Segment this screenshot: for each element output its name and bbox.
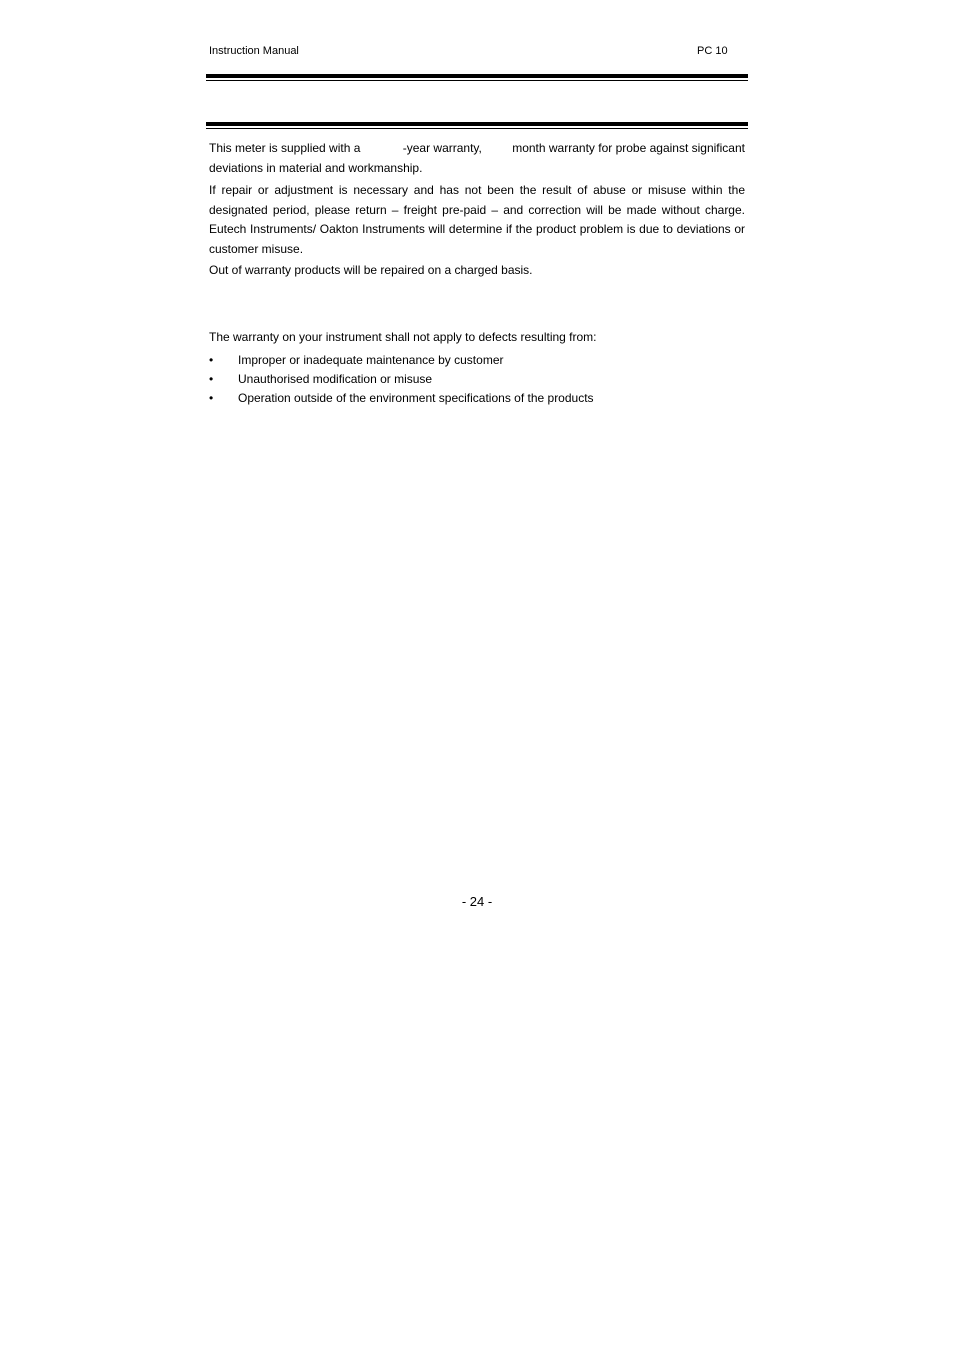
header-model: PC 10 [697,45,728,57]
bullet-icon: • [209,353,214,367]
warranty-intro-line2: deviations in material and workmanship. [209,160,423,175]
warranty-intro-part2: -year warranty, [402,141,482,155]
warranty-intro-part3: month warranty for probe against significant [512,141,745,155]
header-title: Instruction Manual [209,45,299,57]
warranty-intro-line1 [209,139,745,159]
exclusion-item-text: Unauthorised modification or misuse [238,372,433,386]
section-rule-thin [206,128,748,129]
bullet-icon: • [209,391,214,405]
bullet-icon: • [209,372,214,386]
exclusion-item [209,370,432,389]
warranty-intro-part1: This meter is supplied with a [209,141,361,155]
header-rule-thick [206,74,748,78]
exclusion-item [209,389,594,408]
header-rule-thin [206,80,748,81]
exclusion-item-text: Operation outside of the environment specifications of the products [238,391,594,405]
warranty-repair-paragraph: If repair or adjustment is necessary and has not been the result of abuse or misuse within the designated period, please return – freight pre-paid – and correction will be made without charge. Eutech Instruments/ Oakton Instruments will determine if the product problem is due to deviations or customer misuse. [209,183,745,256]
page-number: - 24 - [461,894,493,909]
exclusion-item [209,351,503,370]
warranty-out-of-warranty: Out of warranty products will be repaired on a charged basis. [209,263,533,277]
exclusion-item-text: Improper or inadequate maintenance by customer [238,353,504,367]
exclusions-intro: The warranty on your instrument shall not apply to defects resulting from: [209,330,597,344]
section-rule-thick [206,122,748,126]
warranty-intro [209,139,745,178]
